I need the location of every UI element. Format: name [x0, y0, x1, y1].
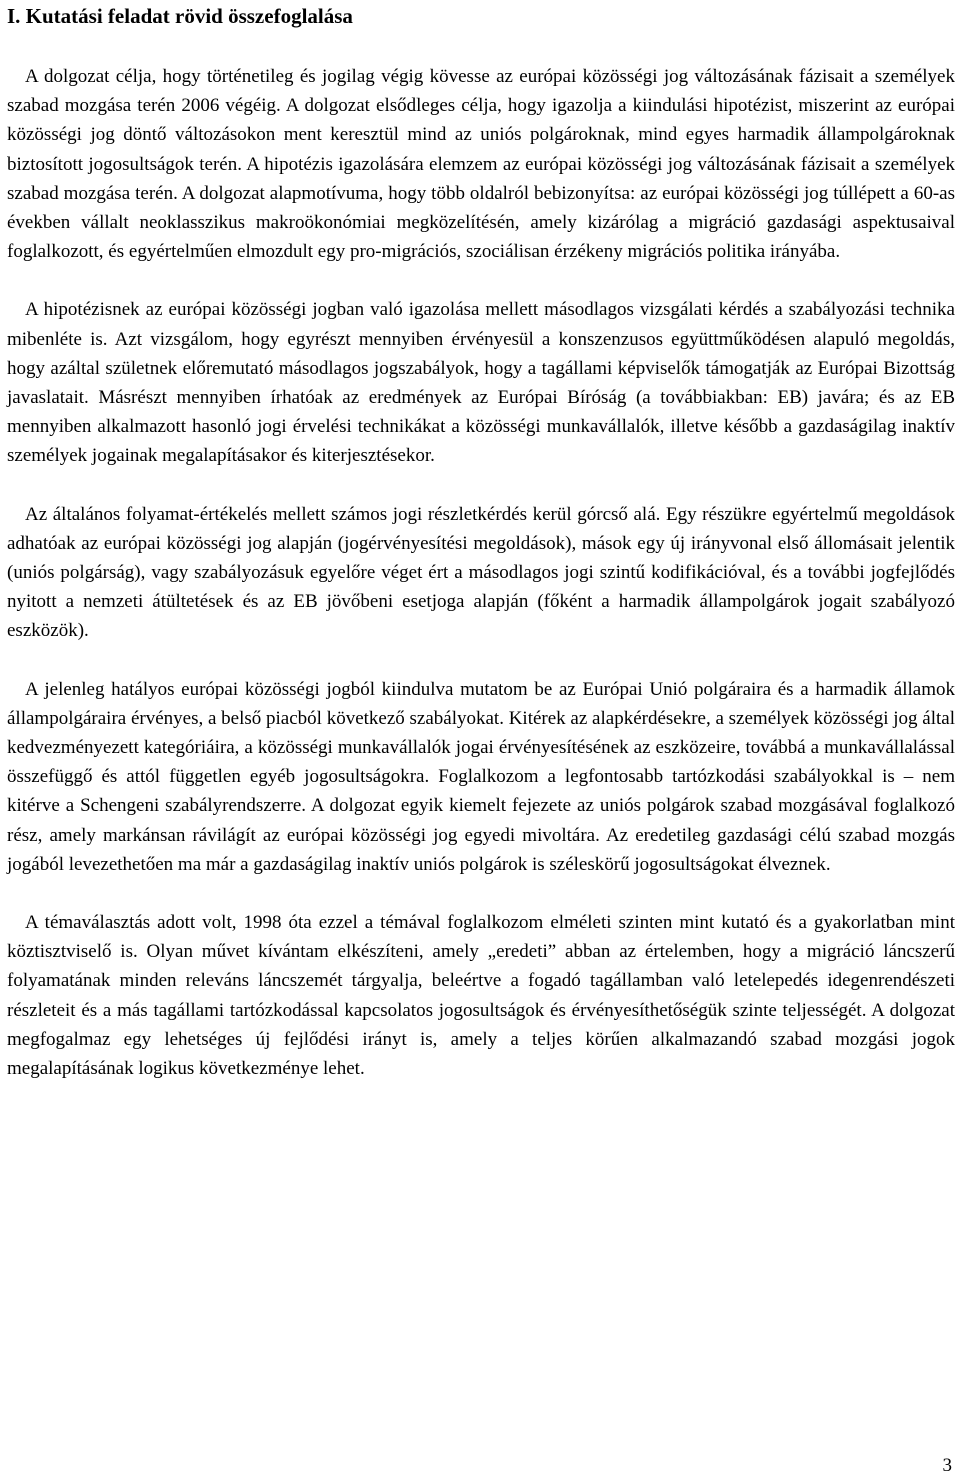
paragraph-4: A jelenleg hatályos európai közösségi jogból kiindulva mutatom be az Európai Unió polgáraira és a harmadik államok állampolgáraira érvényes, a belső piacból következő szabályokat. Kitérek az alapkérdésekre, a személyek közösségi jog által kedvezményezett kategóriáira, a közösségi munkavállalók jogai érvényesítésének az eszközeire, továbbá a munkavállalással összefüggő és attól független egyéb jogosultságokra. Foglalkozom a legfontosabb tartózkodási szabályokkal is – nem kitérve a Schengeni szabályrendszerre. A dolgozat egyik kiemelt fejezete az uniós polgárok szabad mozgásával foglalkozó rész, amely markánsan rávilágít az európai közösségi jog egyedi mivoltára. Az eredetileg gazdasági célú szabad mozgás jogából levezethetően ma már a gazdaságilag inaktív uniós polgárok is széleskörű jogosultságokat élveznek.: [7, 678, 956, 875]
page-number: 3: [942, 1455, 952, 1476]
paragraph-1: A dolgozat célja, hogy történetileg és jogilag végig kövesse az európai közösségi jog változásának fázisait a személyek szabad mozgása terén 2006 végéig. A dolgozat elsődleges célja, hogy igazolja a kiindulási hipotézist, miszerint az európai közösségi jog döntő változásokon ment keresztül mind az uniós polgároknak, mind egyes harmadik állampolgároknak biztosított jogosultságok terén. A hipotézis igazolására elemzem az európai közösségi jog változásának fázisait a személyek szabad mozgása terén. A dolgozat alapmotívuma, hogy több oldalról bebizonyítsa: az európai közösségi jog túllépett a 60-as években vállalt neoklasszikus makroökonómiai megközelítésén, amely kizárólag a migráció gazdasági aspektusaival foglalkozott, és egyértelműen elmozdult egy pro-migrációs, szociálisan érzékeny migrációs politika irányába.: [7, 66, 955, 263]
paragraph-3: Az általános folyamat-értékelés mellett számos jogi részletkérdés kerül górcső alá. Egy részükre egyértelmű megoldások adhatóak az európai közösségi jog alapján (jogérvényesítési megoldások), mások egy új irányvonal első állomásait jelentik (uniós polgárság), vagy szabályozásuk egyelőre véget ért a másodlagos jogi szintű kodifikációval, és a további jogfejlődés nyitott a nemzeti átültetések és az EB jövőbeni esetjoga alapján (főként a harmadik állampolgárok jogait szabályozó eszközök).: [7, 503, 955, 642]
document-page: [7, 0, 955, 1112]
paragraph-2: A hipotézisnek az európai közösségi jogban való igazolása mellett másodlagos vizsgálati kérdés a szabályozási technika mibenléte is. Azt vizsgálom, hogy egyrészt mennyiben érvényesül a konszenzusos együttműködésen alapuló megoldás, hogy azáltal születnek előremutató másodlagos jogszabályok, hogy a tagállami képviselők támogatják az Európai Bizottság javaslatait. Másrészt mennyiben írhatóak az eredmények az Európai Bíróság (a továbbiakban: EB) javára; és az EB mennyiben alkalmazott hasonló jogi érvelési technikákat a közösségi munkavállalók, illetve később a gazdaságilag inaktív személyek jogainak megalapításakor és kiterjesztésekor.: [7, 299, 955, 467]
body-text: [7, 62, 955, 1083]
section-title: I. Kutatási feladat rövid összefoglalása: [7, 4, 353, 28]
paragraph-5: A témaválasztás adott volt, 1998 óta ezzel a témával foglalkozom elméleti szinten mint kutató és a gyakorlatban mint köztisztviselő is. Olyan művet kívántam elkészíteni, amely „eredeti” abban az értelemben, hogy a migráció láncszerű folyamatának minden releváns láncszemét tárgyalja, beleértve a fogadó tagállamban való letelepedés idegenrendészeti részleteit és a más tagállami tartózkodással kapcsolatos jogosultságok és érvényesíthetőségük szinte teljességét. A dolgozat megfogalmaz egy lehetséges új fejlődési irányt is, amely a teljes körűen alkalmazandó szabad mozgási jogok megalapításának logikus következménye lehet.: [7, 912, 955, 1080]
